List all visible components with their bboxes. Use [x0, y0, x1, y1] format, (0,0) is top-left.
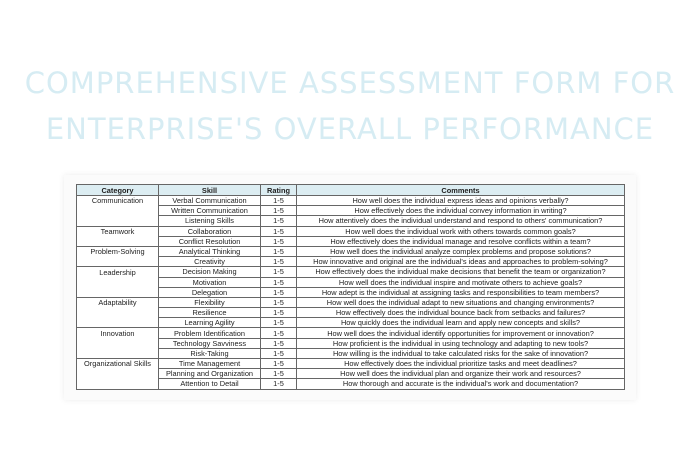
rating-cell: 1-5 [261, 206, 297, 216]
assessment-table [76, 184, 625, 390]
rating-cell: 1-5 [261, 359, 297, 369]
comment-cell: How thorough and accurate is the individual's work and documentation? [297, 379, 625, 389]
comment-cell: How well does the individual plan and organize their work and resources? [297, 369, 625, 379]
skill-cell: Decision Making [159, 267, 261, 277]
category-cell [77, 216, 159, 226]
category-cell [77, 236, 159, 246]
skill-cell: Attention to Detail [159, 379, 261, 389]
header-comments: Comments [297, 185, 625, 196]
table-row [77, 196, 625, 206]
rating-cell: 1-5 [261, 257, 297, 267]
category-cell: Innovation [77, 328, 159, 338]
rating-cell: 1-5 [261, 318, 297, 328]
category-cell [77, 379, 159, 389]
comment-cell: How proficient is the individual in using technology and adapting to new tools? [297, 338, 625, 348]
rating-cell: 1-5 [261, 297, 297, 307]
category-cell [77, 369, 159, 379]
skill-cell: Creativity [159, 257, 261, 267]
comment-cell: How quickly does the individual learn and apply new concepts and skills? [297, 318, 625, 328]
skill-cell: Resilience [159, 308, 261, 318]
comment-cell: How well does the individual adapt to new situations and changing environments? [297, 297, 625, 307]
rating-cell: 1-5 [261, 348, 297, 358]
table-row [77, 226, 625, 236]
category-cell: Leadership [77, 267, 159, 277]
comment-cell: How adept is the individual at assigning tasks and responsibilities to team members? [297, 287, 625, 297]
category-cell [77, 206, 159, 216]
rating-cell: 1-5 [261, 287, 297, 297]
table-row [77, 297, 625, 307]
table-row [77, 257, 625, 267]
rating-cell: 1-5 [261, 246, 297, 256]
table-row [77, 379, 625, 389]
table-row [77, 348, 625, 358]
skill-cell: Delegation [159, 287, 261, 297]
table-row [77, 216, 625, 226]
rating-cell: 1-5 [261, 338, 297, 348]
category-cell: Adaptability [77, 297, 159, 307]
skill-cell: Learning Agility [159, 318, 261, 328]
comment-cell: How well does the individual identify opportunities for improvement or innovation? [297, 328, 625, 338]
skill-cell: Risk-Taking [159, 348, 261, 358]
rating-cell: 1-5 [261, 328, 297, 338]
skill-cell: Verbal Communication [159, 196, 261, 206]
comment-cell: How well does the individual express ideas and opinions verbally? [297, 196, 625, 206]
category-cell [77, 308, 159, 318]
skill-cell: Problem Identification [159, 328, 261, 338]
table-row [77, 308, 625, 318]
header-category: Category [77, 185, 159, 196]
comment-cell: How well does the individual inspire and motivate others to achieve goals? [297, 277, 625, 287]
table-row [77, 277, 625, 287]
table-row [77, 267, 625, 277]
comment-cell: How attentively does the individual understand and respond to others' communication? [297, 216, 625, 226]
table-row [77, 359, 625, 369]
skill-cell: Collaboration [159, 226, 261, 236]
comment-cell: How willing is the individual to take calculated risks for the sake of innovation? [297, 348, 625, 358]
table-row [77, 318, 625, 328]
page-title: COMPREHENSIVE ASSESSMENT FORM FOR ENTERPRISE'S OVERALL PERFORMANCE [24, 66, 676, 146]
table-row [77, 338, 625, 348]
comment-cell: How innovative and original are the individual's ideas and approaches to problem-solving? [297, 257, 625, 267]
comment-cell: How well does the individual analyze complex problems and propose solutions? [297, 246, 625, 256]
skill-cell: Conflict Resolution [159, 236, 261, 246]
rating-cell: 1-5 [261, 379, 297, 389]
rating-cell: 1-5 [261, 216, 297, 226]
rating-cell: 1-5 [261, 196, 297, 206]
table-row [77, 246, 625, 256]
table-row [77, 328, 625, 338]
table-row [77, 236, 625, 246]
category-cell [77, 277, 159, 287]
comment-cell: How effectively does the individual make decisions that benefit the team or organization? [297, 267, 625, 277]
category-cell [77, 318, 159, 328]
category-cell: Communication [77, 196, 159, 206]
table-header-row [77, 185, 625, 196]
rating-cell: 1-5 [261, 308, 297, 318]
rating-cell: 1-5 [261, 267, 297, 277]
comment-cell: How effectively does the individual bounce back from setbacks and failures? [297, 308, 625, 318]
skill-cell: Motivation [159, 277, 261, 287]
category-cell [77, 348, 159, 358]
category-cell [77, 287, 159, 297]
table-body [77, 196, 625, 390]
skill-cell: Planning and Organization [159, 369, 261, 379]
skill-cell: Flexibility [159, 297, 261, 307]
rating-cell: 1-5 [261, 277, 297, 287]
comment-cell: How well does the individual work with others towards common goals? [297, 226, 625, 236]
header-skill: Skill [159, 185, 261, 196]
skill-cell: Written Communication [159, 206, 261, 216]
table-row [77, 369, 625, 379]
rating-cell: 1-5 [261, 226, 297, 236]
comment-cell: How effectively does the individual convey information in writing? [297, 206, 625, 216]
category-cell: Teamwork [77, 226, 159, 236]
skill-cell: Time Management [159, 359, 261, 369]
comment-cell: How effectively does the individual manage and resolve conflicts within a team? [297, 236, 625, 246]
skill-cell: Technology Savviness [159, 338, 261, 348]
table-row [77, 287, 625, 297]
skill-cell: Listening Skills [159, 216, 261, 226]
category-cell: Problem-Solving [77, 246, 159, 256]
comment-cell: How effectively does the individual prioritize tasks and meet deadlines? [297, 359, 625, 369]
skill-cell: Analytical Thinking [159, 246, 261, 256]
rating-cell: 1-5 [261, 369, 297, 379]
rating-cell: 1-5 [261, 236, 297, 246]
category-cell: Organizational Skills [77, 359, 159, 369]
category-cell [77, 257, 159, 267]
header-rating: Rating [261, 185, 297, 196]
table-row [77, 206, 625, 216]
category-cell [77, 338, 159, 348]
